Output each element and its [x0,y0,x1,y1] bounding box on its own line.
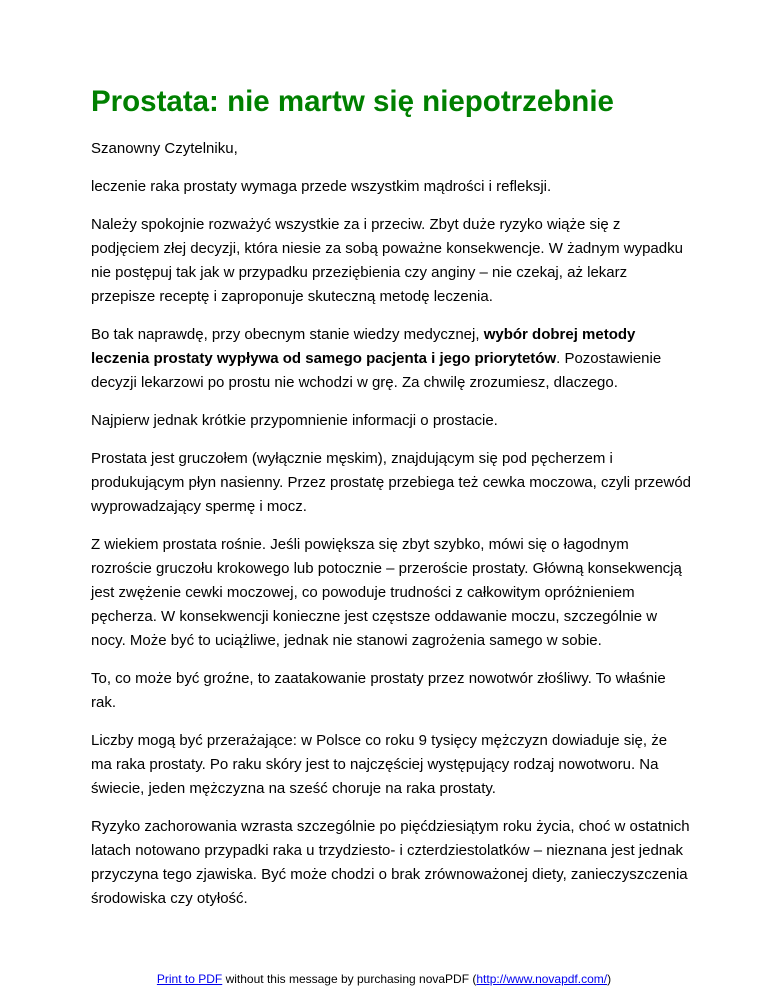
paragraph-choice [91,323,691,395]
paragraph-risk: Ryzyko zachorowania wzrasta szczególnie po pięćdziesiątym roku życia, choć w ostatnich latach notowano przypadki raka u trzydziesto- i czterdziestolatków – nieznana jest jednak przyczyna tego zjawiska. Być może chodzi o brak zrównoważonej diety, zanieczyszczenia środowiska czy otyłość. [91,818,690,907]
page-title: Prostata: nie martw się niepotrzebnie [91,85,614,118]
paragraph-statistics: Liczby mogą być przerażające: w Polsce co roku 9 tysięcy mężczyzn dowiaduje się, że ma raka prostaty. Po raku skóry jest to najczęściej występujący rodzaj nowotworu. Na świecie, jeden mężczyzna na sześć choruje na raka prostaty. [91,732,668,797]
paragraph-choice-start: Bo tak naprawdę, przy obecnym stanie wiedzy medycznej, [91,326,484,343]
paragraph-prostate-definition: Prostata jest gruczołem (wyłącznie męskim), znajdującym się pod pęcherzem i produkującym płyn nasienny. Przez prostatę przebiega też cewka moczowa, czyli przewód wyprowadzający spermę i mocz. [91,450,691,515]
paragraph-cancer: To, co może być groźne, to zaatakowanie prostaty przez nowotwór złośliwy. To właśnie rak. [91,670,666,711]
paragraph-choice-end: . Pozostawienie decyzji lekarzowi po prostu nie wchodzi w grę. Za chwilę zrozumiesz, dlaczego. [91,350,662,391]
greeting: Szanowny Czytelniku, [91,140,238,157]
paragraph-choice-emphasis: wybór dobrej metody leczenia prostaty wypływa od samego pacjenta i jego priorytetów [91,326,636,367]
pdf-footer-notice [0,972,768,986]
paragraph-enlargement: Z wiekiem prostata rośnie. Jeśli powiększa się zbyt szybko, mówi się o łagodnym rozroście gruczołu krokowego lub potocznie – przeroście prostaty. Główną konsekwencją jest zwężenie cewki moczowej, co powoduje trudności z całkowitym opróżnieniem pęcherza. W konsekwencji konieczne jest częstsze oddawanie moczu, szczególnie w nocy. Może być to uciążliwe, jednak nie stanowi zagrożenia samego w sobie. [91,536,682,649]
novapdf-url-link[interactable]: http://www.novapdf.com/ [476,972,608,986]
paragraph-consider: Należy spokojnie rozważyć wszystkie za i przeciw. Zbyt duże ryzyko wiąże się z podjęciem złej decyzji, która niesie za sobą poważne konsekwencje. W żadnym wypadku nie postępuj tak jak w przypadku przeziębienia czy anginy – nie czekaj, aż lekarz przepisze receptę i zaproponuje skuteczną metodę leczenia. [91,216,683,305]
paragraph-reminder: Najpierw jednak krótkie przypomnienie informacji o prostacie. [91,412,498,429]
footer-text-end: ) [607,972,612,986]
print-to-pdf-link[interactable]: Print to PDF [156,972,223,986]
paragraph-intro: leczenie raka prostaty wymaga przede wszystkim mądrości i refleksji. [91,178,552,195]
footer-text: without this message by purchasing novaPDF ( [222,972,477,986]
document-body [91,84,691,925]
